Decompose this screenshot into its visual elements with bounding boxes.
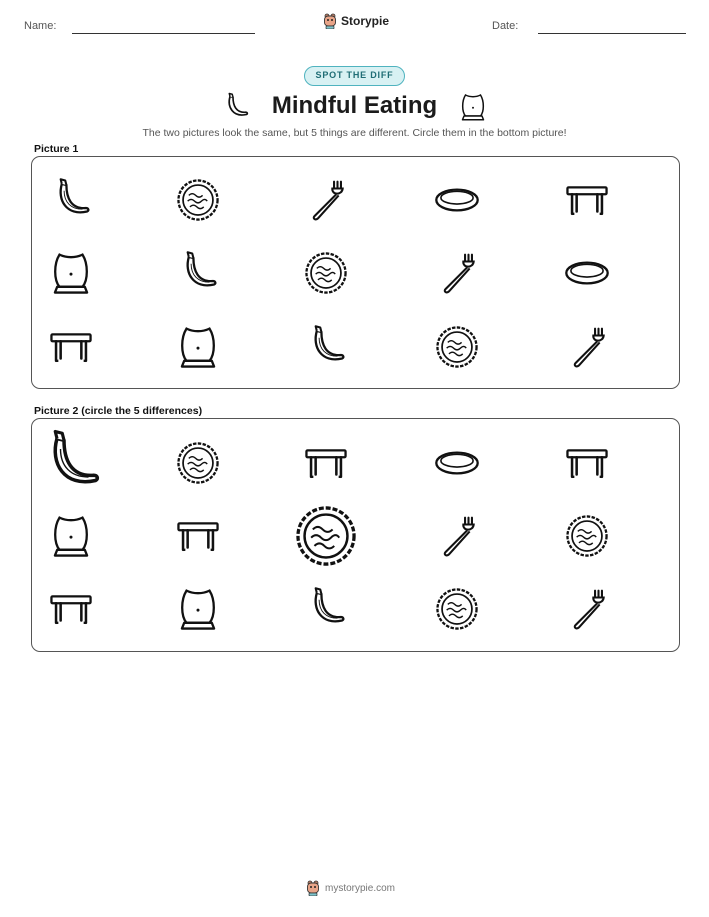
page-title: Mindful Eating <box>271 92 438 119</box>
picture-2-banana-icon[interactable] <box>303 586 349 632</box>
picture-1-table-icon <box>564 177 610 223</box>
instructions: The two pictures look the same, but 5 things are different. Circle them in the bottom picture! <box>142 127 567 139</box>
title-belly-icon <box>458 92 488 127</box>
picture-1-pie-icon <box>303 250 349 296</box>
storypie-mascot-icon <box>306 880 320 896</box>
brand-logo <box>323 13 389 29</box>
picture-2-table-icon[interactable] <box>48 586 94 632</box>
picture-1-fork-icon <box>564 324 610 370</box>
spot-the-diff-badge: SPOT THE DIFF <box>304 66 405 86</box>
picture-2-label: Picture 2 (circle the 5 differences) <box>34 405 203 417</box>
storypie-mascot-icon <box>323 13 337 29</box>
picture-1-pie-icon <box>434 324 480 370</box>
picture-2-table-icon[interactable] <box>175 513 221 559</box>
picture-2-fork-icon[interactable] <box>564 586 610 632</box>
picture-2-pie-icon[interactable] <box>293 503 359 569</box>
picture-2-table-icon[interactable] <box>303 440 349 486</box>
brand-name: Storypie <box>341 14 390 28</box>
picture-1-banana-icon <box>48 177 94 223</box>
picture-1-banana-icon <box>175 250 221 296</box>
picture-2-pie-icon[interactable] <box>564 513 610 559</box>
picture-1-fork-icon <box>303 177 349 223</box>
picture-2-pie-icon[interactable] <box>175 440 221 486</box>
picture-2-plate-icon[interactable] <box>434 440 480 486</box>
picture-1-belly-icon <box>48 250 94 296</box>
name-field[interactable] <box>72 33 255 34</box>
picture-2-table-icon[interactable] <box>564 440 610 486</box>
picture-1-pie-icon <box>175 177 221 223</box>
name-label: Name: <box>24 20 57 32</box>
picture-1-plate-icon <box>564 250 610 296</box>
footer <box>306 880 395 896</box>
picture-2-banana-icon[interactable] <box>36 428 106 498</box>
picture-2-belly-icon[interactable] <box>48 513 94 559</box>
picture-1-banana-icon <box>303 324 349 370</box>
footer-url: mystorypie.com <box>325 882 396 894</box>
picture-1-label: Picture 1 <box>34 143 79 155</box>
picture-2-belly-icon[interactable] <box>175 586 221 632</box>
picture-1-plate-icon <box>434 177 480 223</box>
picture-1-belly-icon <box>175 324 221 370</box>
picture-2-fork-icon[interactable] <box>434 513 480 559</box>
date-label: Date: <box>492 20 519 32</box>
picture-1-table-icon <box>48 324 94 370</box>
date-field[interactable] <box>538 33 686 34</box>
picture-1-fork-icon <box>434 250 480 296</box>
picture-2-pie-icon[interactable] <box>434 586 480 632</box>
